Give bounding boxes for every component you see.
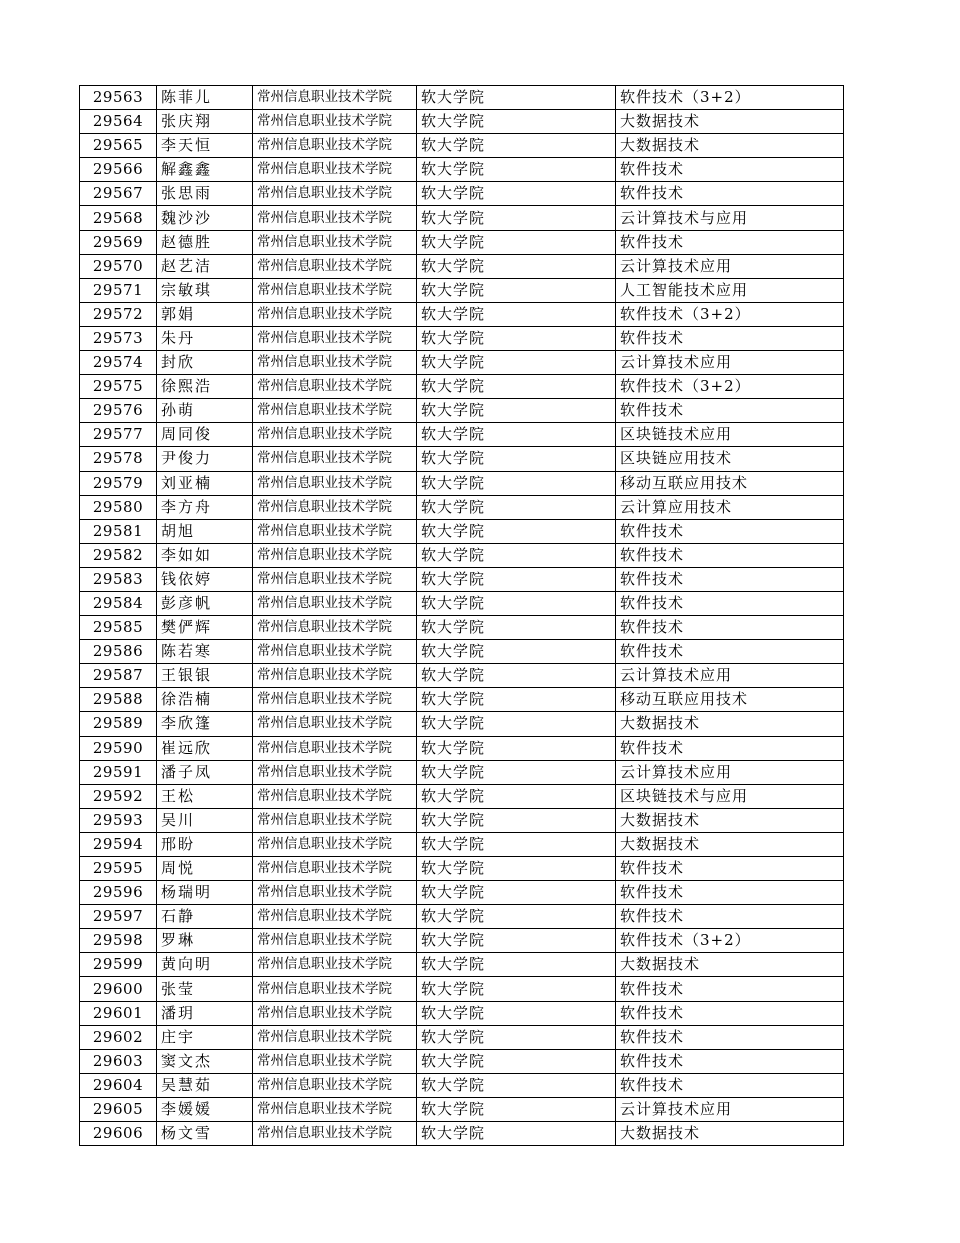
student-number-cell: 29592 [80, 784, 157, 808]
major-name-cell: 云计算技术应用 [616, 664, 844, 688]
college-name-cell: 软大学院 [417, 1073, 616, 1097]
major-name-cell: 软件技术 [616, 640, 844, 664]
student-name-cell: 徐浩楠 [157, 688, 253, 712]
student-name-cell: 窦文杰 [157, 1049, 253, 1073]
college-name-cell: 软大学院 [417, 375, 616, 399]
major-name-cell: 区块链技术应用 [616, 423, 844, 447]
student-number-cell: 29572 [80, 302, 157, 326]
school-name-cell: 常州信息职业技术学院 [253, 640, 417, 664]
major-name-cell: 大数据技术 [616, 1122, 844, 1146]
school-name-cell: 常州信息职业技术学院 [253, 351, 417, 375]
student-number-cell: 29603 [80, 1049, 157, 1073]
college-name-cell: 软大学院 [417, 905, 616, 929]
major-name-cell: 云计算技术应用 [616, 760, 844, 784]
table-row [80, 134, 844, 158]
table-row [80, 832, 844, 856]
major-name-cell: 软件技术 [616, 977, 844, 1001]
major-name-cell: 软件技术（3+2） [616, 86, 844, 110]
student-number-cell: 29579 [80, 471, 157, 495]
student-name-cell: 孙萌 [157, 399, 253, 423]
table-row [80, 736, 844, 760]
table-row [80, 953, 844, 977]
student-name-cell: 周同俊 [157, 423, 253, 447]
student-name-cell: 庄宇 [157, 1025, 253, 1049]
school-name-cell: 常州信息职业技术学院 [253, 134, 417, 158]
table-row [80, 567, 844, 591]
college-name-cell: 软大学院 [417, 158, 616, 182]
school-name-cell: 常州信息职业技术学院 [253, 278, 417, 302]
college-name-cell: 软大学院 [417, 495, 616, 519]
student-name-cell: 张思雨 [157, 182, 253, 206]
college-name-cell: 软大学院 [417, 278, 616, 302]
school-name-cell: 常州信息职业技术学院 [253, 1122, 417, 1146]
school-name-cell: 常州信息职业技术学院 [253, 808, 417, 832]
student-number-cell: 29568 [80, 206, 157, 230]
school-name-cell: 常州信息职业技术学院 [253, 1001, 417, 1025]
major-name-cell: 软件技术 [616, 881, 844, 905]
table-row [80, 351, 844, 375]
student-number-cell: 29564 [80, 110, 157, 134]
major-name-cell: 软件技术 [616, 543, 844, 567]
student-name-cell: 赵德胜 [157, 230, 253, 254]
student-name-cell: 解鑫鑫 [157, 158, 253, 182]
college-name-cell: 软大学院 [417, 688, 616, 712]
school-name-cell: 常州信息职业技术学院 [253, 423, 417, 447]
student-number-cell: 29605 [80, 1097, 157, 1121]
student-number-cell: 29598 [80, 929, 157, 953]
table-row [80, 977, 844, 1001]
college-name-cell: 软大学院 [417, 712, 616, 736]
school-name-cell: 常州信息职业技术学院 [253, 543, 417, 567]
student-number-cell: 29575 [80, 375, 157, 399]
student-number-cell: 29583 [80, 567, 157, 591]
college-name-cell: 软大学院 [417, 206, 616, 230]
major-name-cell: 云计算技术应用 [616, 351, 844, 375]
student-name-cell: 黄向明 [157, 953, 253, 977]
major-name-cell: 云计算技术应用 [616, 254, 844, 278]
table-row [80, 881, 844, 905]
school-name-cell: 常州信息职业技术学院 [253, 881, 417, 905]
table-row [80, 1001, 844, 1025]
school-name-cell: 常州信息职业技术学院 [253, 302, 417, 326]
student-number-cell: 29589 [80, 712, 157, 736]
student-number-cell: 29587 [80, 664, 157, 688]
school-name-cell: 常州信息职业技术学院 [253, 519, 417, 543]
college-name-cell: 软大学院 [417, 230, 616, 254]
major-name-cell: 移动互联应用技术 [616, 688, 844, 712]
student-name-cell: 魏沙沙 [157, 206, 253, 230]
table-row [80, 760, 844, 784]
school-name-cell: 常州信息职业技术学院 [253, 712, 417, 736]
student-number-cell: 29593 [80, 808, 157, 832]
college-name-cell: 软大学院 [417, 808, 616, 832]
major-name-cell: 云计算技术应用 [616, 1097, 844, 1121]
school-name-cell: 常州信息职业技术学院 [253, 616, 417, 640]
student-number-cell: 29588 [80, 688, 157, 712]
student-name-cell: 徐熙浩 [157, 375, 253, 399]
college-name-cell: 软大学院 [417, 1122, 616, 1146]
school-name-cell: 常州信息职业技术学院 [253, 929, 417, 953]
school-name-cell: 常州信息职业技术学院 [253, 375, 417, 399]
table-row [80, 495, 844, 519]
major-name-cell: 大数据技术 [616, 134, 844, 158]
college-name-cell: 软大学院 [417, 857, 616, 881]
major-name-cell: 大数据技术 [616, 712, 844, 736]
student-number-cell: 29595 [80, 857, 157, 881]
major-name-cell: 云计算技术与应用 [616, 206, 844, 230]
table-row [80, 230, 844, 254]
student-name-cell: 陈若寒 [157, 640, 253, 664]
student-name-cell: 杨文雪 [157, 1122, 253, 1146]
college-name-cell: 软大学院 [417, 736, 616, 760]
school-name-cell: 常州信息职业技术学院 [253, 857, 417, 881]
major-name-cell: 云计算应用技术 [616, 495, 844, 519]
school-name-cell: 常州信息职业技术学院 [253, 832, 417, 856]
student-name-cell: 胡旭 [157, 519, 253, 543]
student-number-cell: 29597 [80, 905, 157, 929]
student-name-cell: 樊俨辉 [157, 616, 253, 640]
student-name-cell: 宗敏琪 [157, 278, 253, 302]
table-row [80, 254, 844, 278]
school-name-cell: 常州信息职业技术学院 [253, 1025, 417, 1049]
table-row [80, 278, 844, 302]
table-row [80, 1097, 844, 1121]
college-name-cell: 软大学院 [417, 519, 616, 543]
table-row [80, 857, 844, 881]
college-name-cell: 软大学院 [417, 543, 616, 567]
student-name-cell: 刘亚楠 [157, 471, 253, 495]
student-name-cell: 李如如 [157, 543, 253, 567]
college-name-cell: 软大学院 [417, 1001, 616, 1025]
major-name-cell: 区块链技术与应用 [616, 784, 844, 808]
major-name-cell: 软件技术 [616, 326, 844, 350]
student-name-cell: 张莹 [157, 977, 253, 1001]
student-number-cell: 29574 [80, 351, 157, 375]
student-number-cell: 29584 [80, 591, 157, 615]
college-name-cell: 软大学院 [417, 471, 616, 495]
major-name-cell: 软件技术 [616, 1001, 844, 1025]
college-name-cell: 软大学院 [417, 784, 616, 808]
table-row [80, 929, 844, 953]
student-name-cell: 潘玥 [157, 1001, 253, 1025]
major-name-cell: 软件技术 [616, 567, 844, 591]
student-number-cell: 29578 [80, 447, 157, 471]
student-number-cell: 29594 [80, 832, 157, 856]
student-number-cell: 29576 [80, 399, 157, 423]
student-name-cell: 王松 [157, 784, 253, 808]
college-name-cell: 软大学院 [417, 881, 616, 905]
college-name-cell: 软大学院 [417, 399, 616, 423]
table-row [80, 616, 844, 640]
school-name-cell: 常州信息职业技术学院 [253, 471, 417, 495]
student-name-cell: 钱依婷 [157, 567, 253, 591]
college-name-cell: 软大学院 [417, 254, 616, 278]
school-name-cell: 常州信息职业技术学院 [253, 591, 417, 615]
student-number-cell: 29591 [80, 760, 157, 784]
student-name-cell: 李天恒 [157, 134, 253, 158]
college-name-cell: 软大学院 [417, 1097, 616, 1121]
student-name-cell: 罗琳 [157, 929, 253, 953]
student-name-cell: 杨瑞明 [157, 881, 253, 905]
table-row [80, 399, 844, 423]
school-name-cell: 常州信息职业技术学院 [253, 664, 417, 688]
table-row [80, 471, 844, 495]
table-row [80, 1073, 844, 1097]
school-name-cell: 常州信息职业技术学院 [253, 206, 417, 230]
college-name-cell: 软大学院 [417, 326, 616, 350]
table-row [80, 664, 844, 688]
school-name-cell: 常州信息职业技术学院 [253, 158, 417, 182]
major-name-cell: 区块链应用技术 [616, 447, 844, 471]
major-name-cell: 软件技术 [616, 519, 844, 543]
student-number-cell: 29590 [80, 736, 157, 760]
college-name-cell: 软大学院 [417, 1025, 616, 1049]
student-name-cell: 李方舟 [157, 495, 253, 519]
student-number-cell: 29606 [80, 1122, 157, 1146]
student-number-cell: 29567 [80, 182, 157, 206]
table-row [80, 206, 844, 230]
table-row [80, 86, 844, 110]
school-name-cell: 常州信息职业技术学院 [253, 977, 417, 1001]
major-name-cell: 软件技术 [616, 905, 844, 929]
student-name-cell: 赵艺洁 [157, 254, 253, 278]
table-row [80, 784, 844, 808]
table-row [80, 712, 844, 736]
major-name-cell: 大数据技术 [616, 832, 844, 856]
major-name-cell: 软件技术（3+2） [616, 375, 844, 399]
student-number-cell: 29566 [80, 158, 157, 182]
student-name-cell: 吴慧茹 [157, 1073, 253, 1097]
student-name-cell: 朱丹 [157, 326, 253, 350]
table-row [80, 808, 844, 832]
school-name-cell: 常州信息职业技术学院 [253, 760, 417, 784]
major-name-cell: 软件技术 [616, 736, 844, 760]
table-row [80, 591, 844, 615]
major-name-cell: 软件技术 [616, 1025, 844, 1049]
student-number-cell: 29569 [80, 230, 157, 254]
college-name-cell: 软大学院 [417, 760, 616, 784]
student-name-cell: 崔远欣 [157, 736, 253, 760]
major-name-cell: 软件技术 [616, 857, 844, 881]
table-row [80, 519, 844, 543]
student-number-cell: 29600 [80, 977, 157, 1001]
school-name-cell: 常州信息职业技术学院 [253, 688, 417, 712]
table-row [80, 640, 844, 664]
major-name-cell: 软件技术 [616, 182, 844, 206]
student-number-cell: 29573 [80, 326, 157, 350]
student-name-cell: 邢盼 [157, 832, 253, 856]
school-name-cell: 常州信息职业技术学院 [253, 736, 417, 760]
college-name-cell: 软大学院 [417, 929, 616, 953]
major-name-cell: 软件技术 [616, 616, 844, 640]
student-number-cell: 29582 [80, 543, 157, 567]
table-row [80, 375, 844, 399]
major-name-cell: 大数据技术 [616, 110, 844, 134]
student-number-cell: 29563 [80, 86, 157, 110]
school-name-cell: 常州信息职业技术学院 [253, 784, 417, 808]
school-name-cell: 常州信息职业技术学院 [253, 254, 417, 278]
student-name-cell: 封欣 [157, 351, 253, 375]
table-row [80, 688, 844, 712]
major-name-cell: 移动互联应用技术 [616, 471, 844, 495]
table-row [80, 1049, 844, 1073]
student-number-cell: 29604 [80, 1073, 157, 1097]
college-name-cell: 软大学院 [417, 616, 616, 640]
table-row [80, 447, 844, 471]
college-name-cell: 软大学院 [417, 640, 616, 664]
table-row [80, 182, 844, 206]
table-row [80, 543, 844, 567]
table-row [80, 423, 844, 447]
major-name-cell: 软件技术（3+2） [616, 929, 844, 953]
student-name-cell: 吴川 [157, 808, 253, 832]
student-name-cell: 张庆翔 [157, 110, 253, 134]
school-name-cell: 常州信息职业技术学院 [253, 1073, 417, 1097]
student-number-cell: 29580 [80, 495, 157, 519]
school-name-cell: 常州信息职业技术学院 [253, 86, 417, 110]
college-name-cell: 软大学院 [417, 182, 616, 206]
school-name-cell: 常州信息职业技术学院 [253, 230, 417, 254]
college-name-cell: 软大学院 [417, 977, 616, 1001]
college-name-cell: 软大学院 [417, 134, 616, 158]
student-number-cell: 29596 [80, 881, 157, 905]
college-name-cell: 软大学院 [417, 110, 616, 134]
table-row [80, 302, 844, 326]
college-name-cell: 软大学院 [417, 591, 616, 615]
school-name-cell: 常州信息职业技术学院 [253, 182, 417, 206]
student-name-cell: 尹俊力 [157, 447, 253, 471]
college-name-cell: 软大学院 [417, 1049, 616, 1073]
table-row [80, 1025, 844, 1049]
school-name-cell: 常州信息职业技术学院 [253, 326, 417, 350]
table-row [80, 905, 844, 929]
student-name-cell: 郭娟 [157, 302, 253, 326]
student-name-cell: 王银银 [157, 664, 253, 688]
major-name-cell: 大数据技术 [616, 953, 844, 977]
student-number-cell: 29570 [80, 254, 157, 278]
school-name-cell: 常州信息职业技术学院 [253, 447, 417, 471]
major-name-cell: 人工智能技术应用 [616, 278, 844, 302]
roster-table [79, 85, 844, 1146]
college-name-cell: 软大学院 [417, 351, 616, 375]
student-number-cell: 29565 [80, 134, 157, 158]
major-name-cell: 软件技术 [616, 399, 844, 423]
major-name-cell: 软件技术 [616, 230, 844, 254]
major-name-cell: 软件技术（3+2） [616, 302, 844, 326]
student-number-cell: 29602 [80, 1025, 157, 1049]
college-name-cell: 软大学院 [417, 567, 616, 591]
school-name-cell: 常州信息职业技术学院 [253, 1097, 417, 1121]
table-row [80, 110, 844, 134]
school-name-cell: 常州信息职业技术学院 [253, 567, 417, 591]
student-name-cell: 周悦 [157, 857, 253, 881]
school-name-cell: 常州信息职业技术学院 [253, 399, 417, 423]
major-name-cell: 软件技术 [616, 1049, 844, 1073]
student-number-cell: 29585 [80, 616, 157, 640]
college-name-cell: 软大学院 [417, 447, 616, 471]
major-name-cell: 软件技术 [616, 158, 844, 182]
student-name-cell: 潘子凤 [157, 760, 253, 784]
student-number-cell: 29599 [80, 953, 157, 977]
student-number-cell: 29586 [80, 640, 157, 664]
school-name-cell: 常州信息职业技术学院 [253, 110, 417, 134]
major-name-cell: 大数据技术 [616, 808, 844, 832]
major-name-cell: 软件技术 [616, 1073, 844, 1097]
school-name-cell: 常州信息职业技术学院 [253, 905, 417, 929]
student-name-cell: 李欣篷 [157, 712, 253, 736]
college-name-cell: 软大学院 [417, 423, 616, 447]
roster-body [80, 86, 844, 1146]
major-name-cell: 软件技术 [616, 591, 844, 615]
school-name-cell: 常州信息职业技术学院 [253, 495, 417, 519]
student-name-cell: 李媛媛 [157, 1097, 253, 1121]
college-name-cell: 软大学院 [417, 664, 616, 688]
college-name-cell: 软大学院 [417, 953, 616, 977]
table-row [80, 158, 844, 182]
table-row [80, 326, 844, 350]
student-number-cell: 29577 [80, 423, 157, 447]
student-name-cell: 陈菲儿 [157, 86, 253, 110]
student-number-cell: 29581 [80, 519, 157, 543]
student-number-cell: 29571 [80, 278, 157, 302]
student-name-cell: 彭彦帆 [157, 591, 253, 615]
college-name-cell: 软大学院 [417, 832, 616, 856]
college-name-cell: 软大学院 [417, 86, 616, 110]
table-row [80, 1122, 844, 1146]
student-name-cell: 石静 [157, 905, 253, 929]
college-name-cell: 软大学院 [417, 302, 616, 326]
student-number-cell: 29601 [80, 1001, 157, 1025]
school-name-cell: 常州信息职业技术学院 [253, 953, 417, 977]
school-name-cell: 常州信息职业技术学院 [253, 1049, 417, 1073]
